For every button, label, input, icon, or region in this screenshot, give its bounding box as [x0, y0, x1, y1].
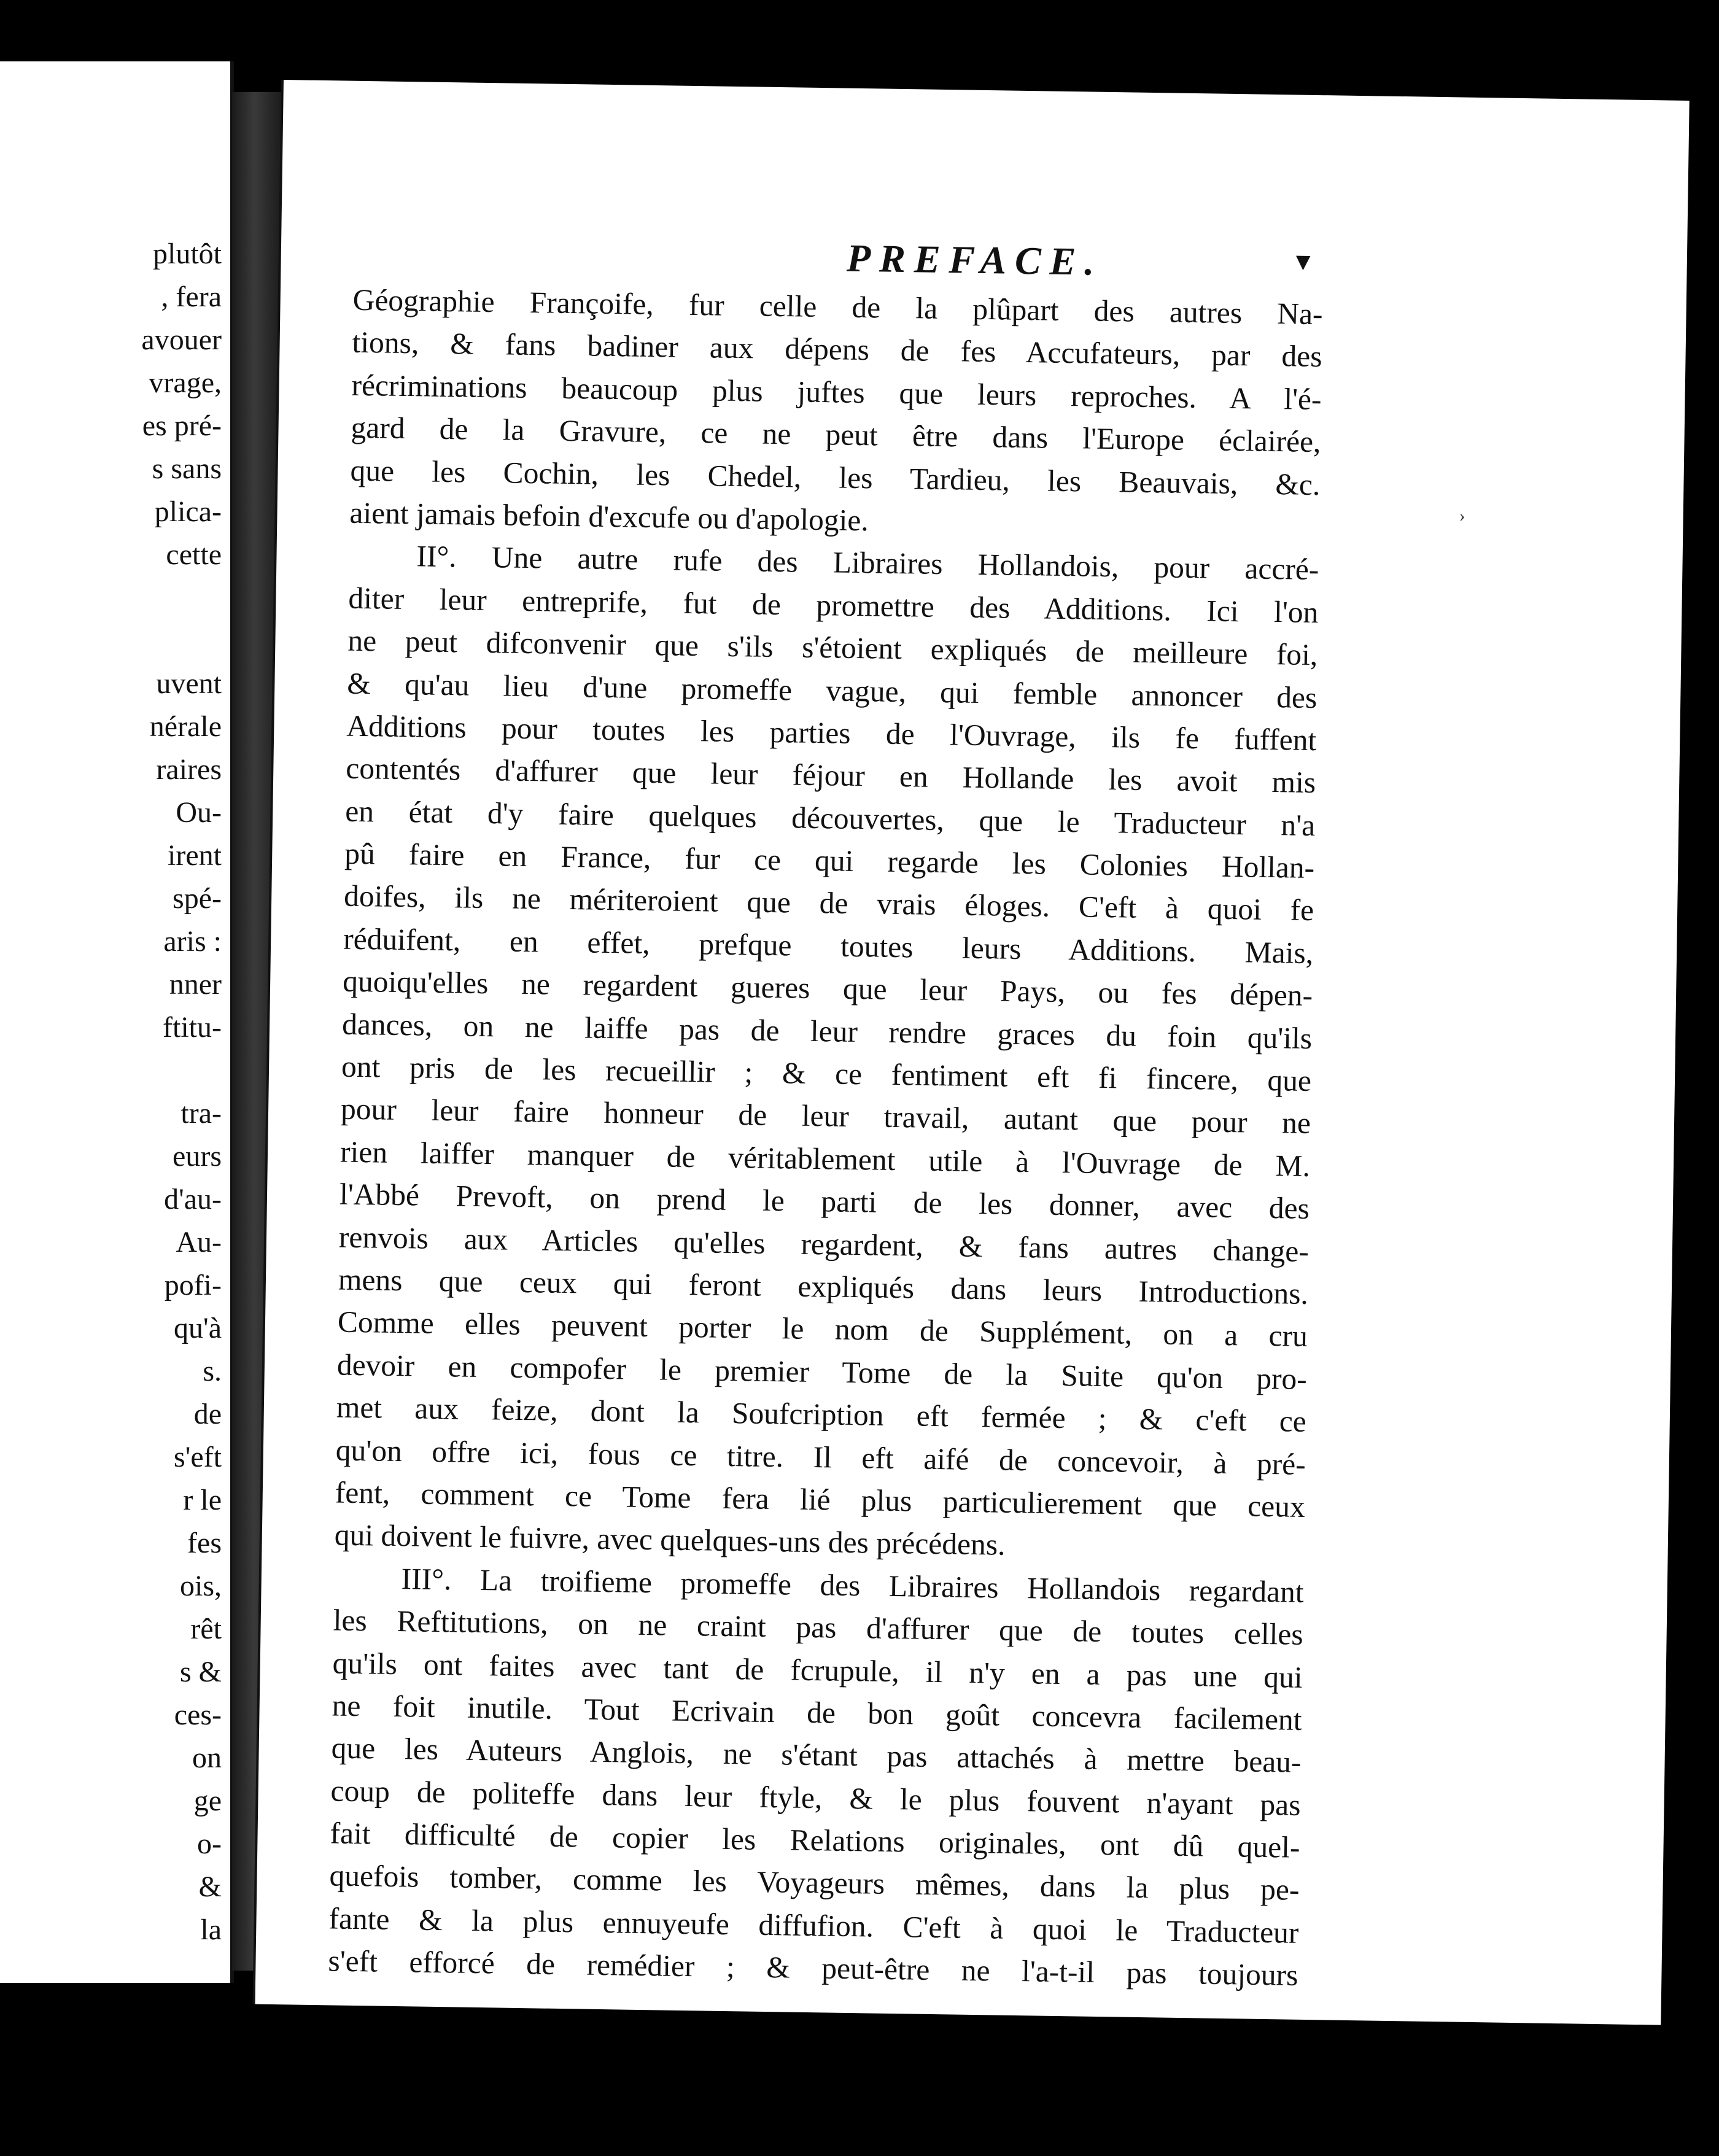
- text-line: doifes, ils ne mériteroient que de vrais éloges. C'eft à quoi fe: [343, 879, 1314, 928]
- left-page-line: vrage,: [149, 366, 222, 399]
- text-line: Additions pour toutes les parties de l'Ouvrage, ils fe fuffent: [346, 708, 1317, 757]
- text-line: récriminations beaucoup plus juftes que leurs reproches. A l'é-: [351, 368, 1322, 416]
- left-page-line: r le: [183, 1484, 222, 1516]
- text-line: fent, comment ce Tome fera lié plus particulierement que ceux: [335, 1475, 1306, 1524]
- text-line: ont pris de les recueillir ; & ce fentiment eft fi fincere, que: [341, 1049, 1312, 1098]
- page-header-title: PREFACE.: [846, 236, 1103, 284]
- text-line: qui doivent le fuivre, avec quelques-uns des précédens.: [334, 1518, 1006, 1562]
- text-line: diter leur entreprife, fut de promettre des Additions. Ici l'on: [348, 581, 1319, 629]
- left-page-line: nérale: [149, 710, 222, 743]
- text-line: devoir en compofer le premier Tome de la Suite qu'on pro-: [336, 1348, 1308, 1396]
- left-facing-page: [0, 61, 234, 1983]
- left-page-line: qu'à: [174, 1312, 222, 1344]
- left-page-line: s'eft: [174, 1441, 222, 1473]
- text-line: renvois aux Articles qu'elles regardent, & fans autres change-: [338, 1220, 1310, 1268]
- text-line: en état d'y faire quelques découvertes, que le Traducteur n'a: [344, 794, 1316, 842]
- text-line: rien laiffer manquer de véritablement utile à l'Ouvrage de M.: [340, 1134, 1311, 1183]
- left-page-line: on: [192, 1742, 222, 1774]
- left-page-line: de: [193, 1398, 222, 1430]
- text-line: ne foit inutile. Tout Ecrivain de bon goût concevra facilement: [332, 1688, 1302, 1737]
- left-page-line: spé-: [173, 882, 222, 915]
- text-line: Géographie Françoife, fur celle de la plûpart des autres Na-: [352, 282, 1323, 332]
- text-line: quoiqu'elles ne regardent gueres que leur Pays, ou fes dépen-: [342, 964, 1313, 1013]
- text-line: dances, on ne laiffe pas de leur rendre graces du foin qu'ils: [341, 1007, 1313, 1055]
- left-page-line: cette: [166, 538, 222, 571]
- text-line: que les Auteurs Anglois, ne s'étant pas attachés à mettre beau-: [331, 1731, 1302, 1780]
- left-page-line: la: [200, 1914, 222, 1946]
- text-line: les Reftitutions, on ne craint pas d'affurer que de toutes celles: [333, 1603, 1304, 1652]
- text-line: aient jamais befoin d'excufe ou d'apologie.: [349, 495, 869, 538]
- left-page-line: avouer: [141, 324, 222, 356]
- text-line: ne peut difconvenir que s'ils s'étoient expliqués de meilleure foi,: [347, 623, 1318, 672]
- text-line: pour leur faire honneur de leur travail, autant que pour ne: [340, 1092, 1311, 1141]
- left-page-line: o-: [197, 1828, 222, 1860]
- left-page-line: , fera: [161, 281, 222, 313]
- left-page-line: rêt: [190, 1613, 222, 1645]
- left-page-line: fes: [187, 1527, 222, 1559]
- text-line: tions, & fans badiner aux dépens de fes Accufateurs, par des: [352, 325, 1322, 374]
- left-page-line: s &: [179, 1656, 222, 1688]
- text-line: II°. Une autre rufe des Libraires Hollandois, pour accré-: [416, 539, 1319, 587]
- left-page-line: plica-: [154, 495, 222, 528]
- left-page-line: ces-: [174, 1699, 222, 1731]
- text-line: qu'on offre ici, fous ce titre. Il eft aifé de concevoir, à pré-: [335, 1433, 1306, 1481]
- left-page-line: es pré-: [142, 409, 222, 442]
- text-line: coup de politeffe dans leur ftyle, & le plus fouvent n'ayant pas: [330, 1774, 1301, 1822]
- text-line: fait difficulté de copier les Relations originales, ont dû quel-: [330, 1816, 1300, 1864]
- left-page-line: Au-: [176, 1226, 222, 1258]
- left-page-line: &: [198, 1871, 222, 1903]
- body-text: [328, 279, 1323, 1997]
- left-page-line: nner: [169, 968, 222, 1001]
- left-page-line: pofi-: [164, 1269, 222, 1301]
- text-line: met aux feize, dont la Soufcription eft fermée ; & c'eft ce: [336, 1390, 1307, 1439]
- left-page-line: aris :: [163, 925, 222, 958]
- left-page-line: ois,: [179, 1570, 222, 1602]
- text-line: l'Abbé Prevoft, on prend le parti de les donner, avec des: [339, 1177, 1310, 1226]
- left-page-line: tra-: [180, 1097, 222, 1130]
- left-page-line: Ou-: [176, 796, 222, 829]
- text-line: gard de la Gravure, ce ne peut être dans l'Europe éclairée,: [351, 410, 1321, 459]
- text-line: qu'ils ont faites avec tant de fcrupule, il n'y en a pas une qui: [332, 1645, 1303, 1694]
- left-page-line: ftitu-: [163, 1011, 222, 1044]
- left-page-line: s sans: [152, 452, 222, 485]
- margin-mark: ›: [1459, 505, 1465, 526]
- left-page-line: uvent: [156, 667, 222, 700]
- header-mark: ▼: [1290, 247, 1316, 276]
- text-line: mens que ceux qui feront expliqués dans leurs Introductions.: [338, 1262, 1309, 1311]
- text-line: réduifent, en effet, prefque toutes leurs Additions. Mais,: [343, 921, 1314, 970]
- text-line: fante & la plus ennuyeufe diffufion. C'eft à quoi le Traducteur: [328, 1901, 1299, 1950]
- left-page-line: d'au-: [164, 1183, 222, 1216]
- text-line: quefois tomber, comme les Voyageurs mêmes, dans la plus pe-: [329, 1858, 1300, 1907]
- text-line: que les Cochin, les Chedel, les Tardieu, les Beauvais, &c.: [350, 453, 1321, 502]
- text-line: contentés d'affurer que leur féjour en Hollande les avoit mis: [345, 751, 1316, 800]
- text-line: pû faire en France, fur ce qui regarde les Colonies Hollan-: [344, 836, 1315, 885]
- main-page: [255, 80, 1689, 2025]
- left-page-line: raires: [156, 753, 222, 786]
- left-page-line: eurs: [173, 1140, 222, 1173]
- left-page-line: irent: [168, 839, 222, 872]
- text-line: Comme elles peuvent porter le nom de Supplément, on a cru: [337, 1305, 1308, 1354]
- text-line: s'eft efforcé de remédier ; & peut-être ne l'a-t-il pas toujours: [328, 1944, 1298, 1993]
- text-line: III°. La troifieme promeffe des Libraires Hollandois regardant: [401, 1561, 1305, 1609]
- left-page-line: s.: [203, 1355, 222, 1387]
- left-page-line: ge: [193, 1785, 222, 1817]
- left-page-line: plutôt: [152, 238, 222, 270]
- text-line: & qu'au lieu d'une promeffe vague, qui femble annoncer des: [347, 666, 1317, 715]
